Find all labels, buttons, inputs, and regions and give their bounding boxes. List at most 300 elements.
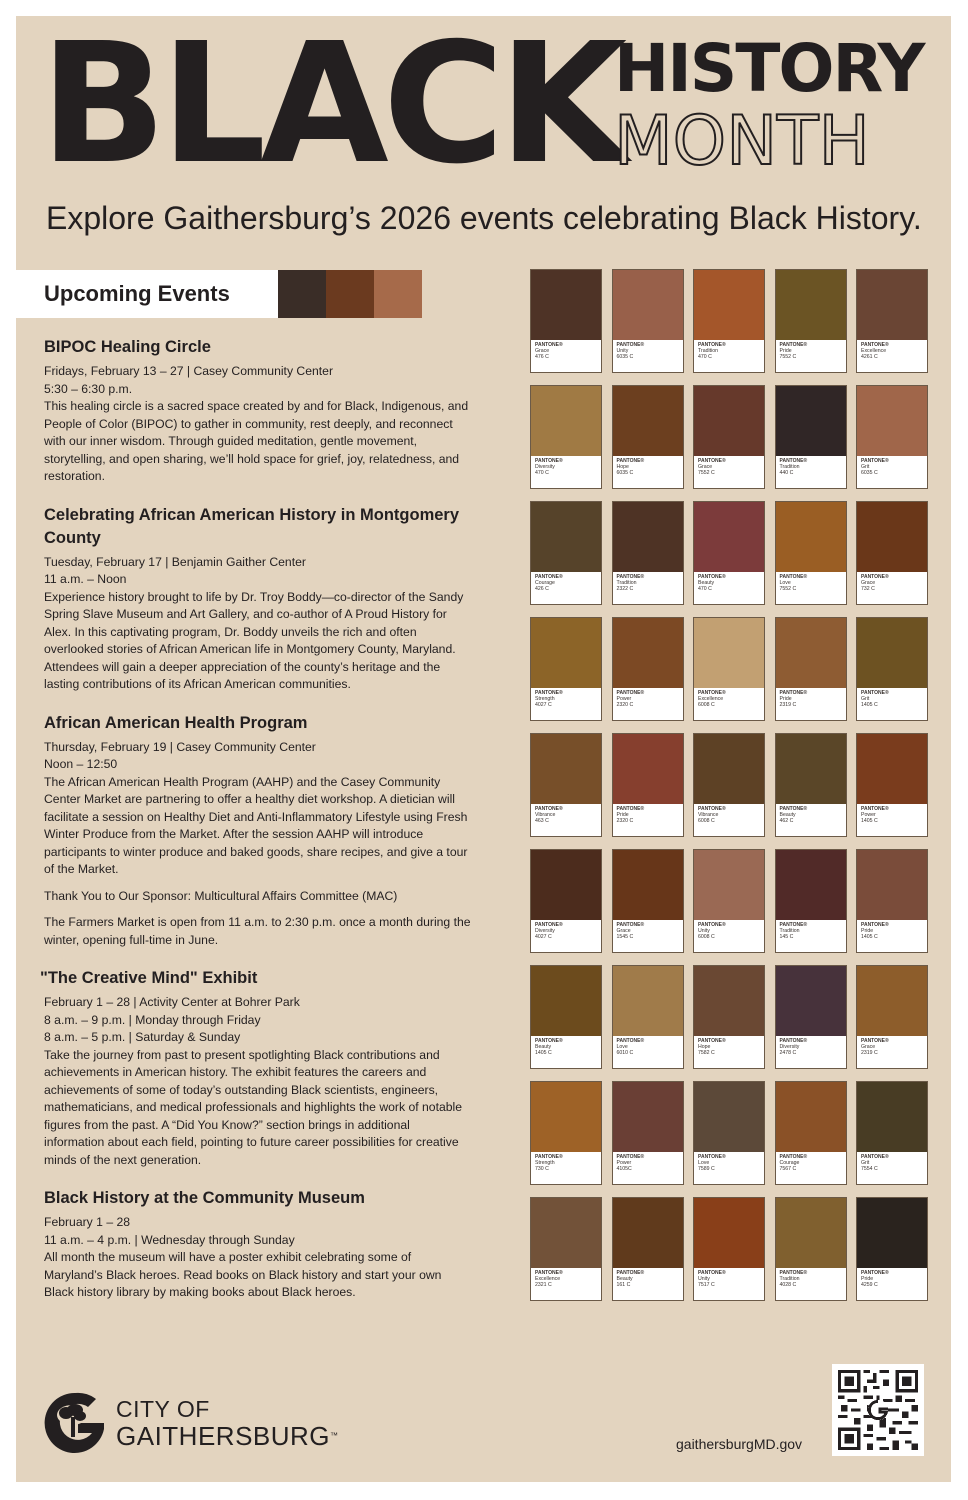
pantone-chip-label: [698, 922, 726, 941]
pantone-chip: [612, 269, 684, 373]
pantone-brand: PANTONE®: [616, 690, 645, 696]
pantone-chip-code: 2478 C: [779, 1050, 797, 1057]
pantone-chip-color: [694, 618, 764, 688]
pantone-chip-name: Diversity: [779, 1044, 800, 1051]
pantone-chip-code: 470 C: [698, 586, 712, 593]
pantone-chip-code: 2320 C: [616, 702, 634, 709]
events-list: [40, 336, 472, 1320]
pantone-chip-color: [776, 1082, 846, 1152]
pantone-chip-name: Courage: [779, 1160, 800, 1167]
pantone-chip-code: 2322 C: [616, 586, 634, 593]
pantone-chip-name: Diversity: [535, 928, 555, 935]
pantone-chip-color: [694, 1198, 764, 1268]
pantone-chip-label: [617, 458, 645, 477]
pantone-chip-label: [861, 922, 889, 941]
pantone-chip-name: Power: [616, 1160, 632, 1167]
pantone-chip-name: Hope: [698, 1044, 711, 1051]
pantone-chip-name: Love: [779, 580, 791, 587]
pantone-chip-name: Pride: [779, 696, 792, 703]
pantone-chip-name: Vibrance: [535, 812, 556, 819]
pantone-brand: PANTONE®: [779, 1270, 808, 1276]
pantone-chip: [612, 617, 684, 721]
pantone-chip-label: [780, 806, 808, 825]
pantone-brand: PANTONE®: [861, 574, 889, 580]
pantone-brand: PANTONE®: [616, 806, 645, 812]
pantone-chip-code: 6035 C: [616, 470, 634, 477]
pantone-chip-code: 470 C: [535, 470, 549, 477]
pantone-chip-label: [535, 458, 563, 477]
pantone-brand: PANTONE®: [698, 690, 726, 696]
pantone-chip-code: 7552 C: [779, 586, 797, 593]
pantone-chip-name: Pride: [616, 812, 629, 819]
website-link[interactable]: gaithersburgMD.gov: [676, 1436, 803, 1452]
event-date-time: Fridays, February 13 – 27 | Casey Community Center: [44, 364, 334, 378]
pantone-chip-label: [698, 1270, 726, 1289]
pantone-chip: [775, 617, 847, 721]
pantone-chip-name: Strength: [535, 696, 555, 703]
pantone-brand: PANTONE®: [616, 922, 645, 928]
pantone-chip-color: [531, 386, 601, 456]
pantone-brand: PANTONE®: [779, 922, 808, 928]
pantone-chip-label: [617, 806, 645, 825]
pantone-chip: [612, 1197, 684, 1301]
pantone-chip-label: [861, 342, 889, 361]
pantone-chip-code: 732 C: [861, 586, 875, 593]
pantone-chip-color: [613, 618, 683, 688]
pantone-chip-label: [535, 1038, 563, 1057]
pantone-brand: PANTONE®: [861, 690, 889, 696]
pantone-chip: [693, 385, 765, 489]
pantone-chip: [856, 269, 928, 373]
pantone-chip-color: [613, 1082, 683, 1152]
pantone-chip-name: Excellence: [698, 696, 724, 703]
city-logo: [44, 1388, 384, 1458]
logo-gaithersburg-text: GAITHERSBURG: [116, 1421, 331, 1451]
color-strip-swatch: [374, 270, 422, 318]
pantone-chip: [856, 849, 928, 953]
pantone-chip-name: Unity: [616, 348, 629, 355]
pantone-chip-label: [617, 574, 645, 593]
pantone-chip: [856, 733, 928, 837]
pantone-chip-color: [694, 734, 764, 804]
pantone-chip: [530, 1197, 602, 1301]
event-date-time: February 1 – 28: [44, 1215, 131, 1229]
pantone-chip-color: [531, 1198, 601, 1268]
poster: [16, 8, 951, 1482]
pantone-chip: [856, 965, 928, 1069]
pantone-chip: [693, 965, 765, 1069]
pantone-chip: [856, 385, 928, 489]
pantone-brand: PANTONE®: [535, 1270, 563, 1276]
pantone-chip: [693, 1197, 765, 1301]
pantone-chip: [856, 1081, 928, 1185]
pantone-chip-code: 4105C: [616, 1166, 632, 1173]
pantone-chip-code: 7552 C: [698, 470, 715, 477]
pantone-brand: PANTONE®: [535, 806, 563, 812]
pantone-chip: [693, 501, 765, 605]
pantone-chip-code: 4027 C: [535, 702, 552, 709]
pantone-brand: PANTONE®: [779, 690, 808, 696]
pantone-chip-color: [694, 502, 764, 572]
pantone-chip-name: Grit: [861, 1160, 870, 1167]
pantone-chip-name: Pride: [861, 1276, 874, 1283]
pantone-chip-code: 4261 C: [861, 354, 878, 361]
event-title: "The Creative Mind" Exhibit: [40, 969, 258, 987]
pantone-chip-code: 2320 C: [616, 818, 634, 825]
pantone-chip-name: Grace: [861, 580, 876, 587]
pantone-chip-label: [780, 1270, 808, 1289]
pantone-chip-color: [531, 1082, 601, 1152]
event-date-time: 5:30 – 6:30 p.m.: [44, 381, 133, 396]
event-date-time: 8 a.m. – 9 p.m. | Monday through Friday: [44, 1012, 261, 1027]
pantone-chip: [530, 965, 602, 1069]
pantone-brand: PANTONE®: [535, 1038, 563, 1044]
pantone-chip-code: 2321 C: [535, 1282, 552, 1289]
pantone-chip: [612, 501, 684, 605]
pantone-chip-name: Grace: [698, 464, 713, 471]
pantone-chip-color: [776, 734, 846, 804]
pantone-chip-color: [694, 850, 764, 920]
event-description: This healing circle is a sacred space created by and for Black, Indigenous, and People of Color (BIPOC) to gather in community, rest deeply, and reconnect with our inner wisdom. Through guided meditation, gentle movement, storytelling, and open sharing, we’ll hold space for grief, joy, relatedness, and restoration.: [44, 399, 469, 483]
pantone-brand: PANTONE®: [779, 458, 808, 464]
pantone-chip-name: Hope: [616, 464, 629, 471]
pantone-brand: PANTONE®: [861, 806, 889, 812]
pantone-chip-color: [694, 270, 764, 340]
event-title: BIPOC Healing Circle: [44, 338, 211, 356]
pantone-chip-label: [698, 690, 726, 709]
pantone-chip-code: 1405 C: [861, 934, 878, 941]
pantone-brand: PANTONE®: [861, 1038, 889, 1044]
pantone-chip-color: [531, 966, 601, 1036]
pantone-chip: [856, 1197, 928, 1301]
pantone-chip: [775, 733, 847, 837]
pantone-brand: PANTONE®: [535, 1154, 563, 1160]
pantone-chip-label: [780, 1038, 808, 1057]
pantone-chip-name: Unity: [698, 928, 710, 935]
pantone-chip-label: [535, 1154, 563, 1173]
event-description: Experience history brought to life by Dr. Troy Boddy—co-director of the Sandy Spring Slave Museum and Art Gallery, and co-author of A Proud History for Alex. In this captivating program, Dr. Boddy unveils the rich and often overlooked stories of African American life in Montgomery County, Maryland. Attendees will gain a deeper appreciation of the county’s heritage and the lasting contributions of its African American communities.: [44, 589, 464, 691]
subtitle: Explore Gaithersburg’s 2026 events celebrating Black History.: [46, 200, 922, 236]
pantone-chip-name: Grit: [861, 696, 870, 703]
pantone-chip-name: Beauty: [698, 580, 715, 587]
pantone-chip-code: 161 C: [616, 1282, 631, 1289]
pantone-chip: [530, 501, 602, 605]
pantone-chip: [693, 733, 765, 837]
pantone-chip-label: [535, 1270, 563, 1289]
event-date-time: 8 a.m. – 5 p.m. | Saturday & Sunday: [44, 1030, 241, 1044]
pantone-chip: [530, 849, 602, 953]
pantone-brand: PANTONE®: [616, 1154, 645, 1160]
title-month: MONTH: [614, 102, 870, 181]
pantone-chip-color: [613, 502, 683, 572]
pantone-chip-name: Courage: [535, 580, 555, 587]
event-item: [44, 712, 472, 950]
pantone-brand: PANTONE®: [698, 922, 726, 928]
pantone-chip-code: 470 C: [698, 354, 712, 361]
pantone-chip-label: [535, 806, 563, 825]
tree-g-logo-icon: [44, 1389, 106, 1457]
event-date-time: 11 a.m. – 4 p.m. | Wednesday through Sunday: [44, 1232, 295, 1247]
pantone-chip: [775, 1197, 847, 1301]
pantone-chip-label: [780, 458, 808, 477]
pantone-chip-color: [694, 386, 764, 456]
pantone-chip-color: [857, 1082, 927, 1152]
pantone-chip: [775, 1081, 847, 1185]
pantone-brand: PANTONE®: [535, 690, 563, 696]
pantone-chip: [530, 385, 602, 489]
upcoming-events-bar: [16, 270, 424, 318]
pantone-chip-label: [861, 1154, 889, 1173]
pantone-chip: [856, 617, 928, 721]
pantone-brand: PANTONE®: [779, 1038, 808, 1044]
pantone-chip-label: [861, 458, 889, 477]
pantone-chip-name: Grace: [535, 348, 550, 355]
pantone-chip: [530, 617, 602, 721]
pantone-chip-color: [776, 966, 846, 1036]
logo-gaithersburg: [116, 1422, 339, 1450]
pantone-chip-code: 476 C: [535, 354, 549, 361]
pantone-chip-color: [613, 386, 683, 456]
pantone-chip-color: [531, 734, 601, 804]
pantone-chip: [530, 269, 602, 373]
event-title: Celebrating African American History in Montgomery County: [44, 505, 460, 547]
pantone-chip-color: [857, 270, 927, 340]
pantone-chip-label: [698, 806, 726, 825]
pantone-chip-name: Grit: [861, 464, 870, 471]
pantone-chip-label: [861, 1270, 889, 1289]
pantone-chip: [775, 385, 847, 489]
pantone-chip: [693, 617, 765, 721]
pantone-chip-label: [780, 1154, 808, 1173]
event-date-time: 11 a.m. – Noon: [44, 572, 127, 586]
pantone-chip: [612, 849, 684, 953]
pantone-chip: [612, 385, 684, 489]
pantone-chip-color: [776, 270, 846, 340]
event-item: [40, 967, 472, 1169]
pantone-chip-name: Tradition: [698, 348, 718, 355]
pantone-chip-code: 6035 C: [861, 470, 878, 477]
pantone-chip-color: [613, 1198, 683, 1268]
pantone-chip-label: [535, 574, 563, 593]
pantone-chip: [530, 1081, 602, 1185]
pantone-brand: PANTONE®: [861, 922, 889, 928]
pantone-brand: PANTONE®: [698, 1038, 726, 1044]
upcoming-events-label: Upcoming Events: [16, 270, 278, 318]
color-strip-swatch: [278, 270, 326, 318]
pantone-chip-label: [698, 1154, 726, 1173]
pantone-chip-code: 4259 C: [861, 1282, 878, 1289]
pantone-chip-name: Love: [698, 1160, 710, 1167]
pantone-chip: [693, 269, 765, 373]
title-black: BLACK: [40, 8, 622, 201]
event-item: [44, 336, 472, 486]
pantone-brand: PANTONE®: [861, 1154, 889, 1160]
pantone-chip: [693, 849, 765, 953]
pantone-brand: PANTONE®: [861, 342, 889, 348]
pantone-chip-label: [617, 690, 645, 709]
event-description: Take the journey from past to present spotlighting Black contributions and achievements in American history. The exhibit features the careers and achievements of some of today’s outstanding Black scientists, engineers, mathematicians, and medical professionals and highlights the work of notable figures from the past. A “Did You Know?” section brings in additional information about each field, pointing to future career possibilities for creative minds of the next generation.: [44, 1047, 462, 1167]
pantone-brand: PANTONE®: [779, 1154, 808, 1160]
pantone-chip-code: 7517 C: [698, 1282, 715, 1289]
pantone-chip-name: Tradition: [779, 1276, 800, 1283]
pantone-chip-label: [780, 342, 808, 361]
title-history: HISTORY: [614, 30, 924, 107]
pantone-chip-color: [776, 502, 846, 572]
pantone-chip-label: [861, 574, 889, 593]
event-note: The Farmers Market is open from 11 a.m. to 2:30 p.m. once a month during the winter, opening full-time in June.: [44, 915, 471, 947]
pantone-chip-label: [698, 1038, 726, 1057]
pantone-chip-code: 7552 C: [779, 354, 797, 361]
pantone-brand: PANTONE®: [698, 458, 726, 464]
pantone-chip-color: [857, 966, 927, 1036]
pantone-chip-color: [776, 1198, 846, 1268]
pantone-chip-color: [857, 502, 927, 572]
pantone-chip-code: 2319 C: [861, 1050, 878, 1057]
pantone-chip-code: 7567 C: [779, 1166, 797, 1173]
pantone-chip-name: Power: [616, 696, 632, 703]
pantone-brand: PANTONE®: [616, 342, 645, 348]
qr-code-icon: [838, 1370, 918, 1450]
pantone-chip-code: 7589 C: [698, 1166, 715, 1173]
pantone-chip-name: Grace: [861, 1044, 876, 1051]
pantone-brand: PANTONE®: [698, 342, 726, 348]
pantone-chip-code: 1405 C: [861, 702, 878, 709]
pantone-chip-code: 4028 C: [779, 1282, 797, 1289]
event-note: Thank You to Our Sponsor: Multicultural Affairs Committee (MAC): [44, 888, 398, 903]
pantone-chip-label: [780, 574, 808, 593]
pantone-brand: PANTONE®: [616, 574, 645, 580]
pantone-chip-code: 1405 C: [861, 818, 878, 825]
pantone-chip-color: [857, 386, 927, 456]
pantone-chip-code: 463 C: [535, 818, 549, 825]
pantone-brand: PANTONE®: [698, 574, 726, 580]
pantone-brand: PANTONE®: [616, 1270, 645, 1276]
pantone-chip-color: [613, 850, 683, 920]
pantone-chip-code: 6008 C: [698, 702, 715, 709]
pantone-chip-code: 4027 C: [535, 934, 552, 941]
logo-text: [116, 1396, 339, 1450]
pantone-brand: PANTONE®: [698, 1154, 726, 1160]
pantone-chip-name: Love: [616, 1044, 628, 1051]
pantone-chip-name: Tradition: [779, 928, 800, 935]
pantone-chip-name: Power: [861, 812, 876, 819]
logo-trademark: ™: [330, 1431, 339, 1440]
pantone-chip-name: Vibrance: [698, 812, 719, 819]
pantone-chip-color: [857, 850, 927, 920]
pantone-chip-code: 1545 C: [616, 934, 634, 941]
pantone-chip-color: [776, 386, 846, 456]
pantone-chip-name: Unity: [698, 1276, 710, 1283]
event-date-time: February 1 – 28 | Activity Center at Bohrer Park: [44, 995, 300, 1009]
pantone-chip-label: [617, 1270, 645, 1289]
pantone-chip-name: Pride: [779, 348, 792, 355]
pantone-chip-label: [780, 690, 808, 709]
pantone-chip-label: [535, 922, 563, 941]
pantone-chip-name: Strength: [535, 1160, 555, 1167]
event-item: [44, 504, 472, 694]
pantone-chip-label: [698, 458, 726, 477]
event-date-time: Tuesday, February 17 | Benjamin Gaither Center: [44, 554, 306, 569]
pantone-chip-code: 462 C: [779, 818, 794, 825]
qr-code[interactable]: [832, 1364, 924, 1456]
pantone-chip-code: 7582 C: [698, 1050, 715, 1057]
pantone-chip-name: Pride: [861, 928, 874, 935]
pantone-chip-name: Beauty: [535, 1044, 552, 1051]
pantone-brand: PANTONE®: [779, 574, 808, 580]
pantone-chip: [530, 733, 602, 837]
pantone-chip-code: 7554 C: [861, 1166, 878, 1173]
pantone-chip: [612, 965, 684, 1069]
pantone-brand: PANTONE®: [535, 574, 563, 580]
pantone-chip-label: [617, 1038, 645, 1057]
pantone-brand: PANTONE®: [535, 922, 563, 928]
pantone-chip-label: [617, 342, 645, 361]
pantone-chip-color: [613, 966, 683, 1036]
pantone-chip: [612, 733, 684, 837]
pantone-chip: [775, 849, 847, 953]
event-title: Black History at the Community Museum: [44, 1189, 365, 1207]
event-description: The African American Health Program (AAHP) and the Casey Community Center Market are partnering to offer a healthy diet workshop. A dietician will facilitate a session on Healthy Diet and Anti-Inflammatory Lifestyle using Fresh Winter Produce from the Market. After the session AAHP will introduce participants to winter produce and baked goods, share recipes, and give a tour of the Market.: [44, 774, 468, 876]
pantone-chip-code: 6010 C: [616, 1050, 634, 1057]
pantone-chip-color: [776, 618, 846, 688]
pantone-chip-name: Tradition: [779, 464, 800, 471]
pantone-chip-code: 6008 C: [698, 934, 715, 941]
pantone-chip-code: 6035 C: [616, 354, 634, 361]
pantone-brand: PANTONE®: [698, 806, 726, 812]
pantone-chip-code: 440 C: [779, 470, 794, 477]
pantone-chip-label: [698, 574, 726, 593]
pantone-chip-name: Beauty: [779, 812, 796, 819]
pantone-chip-color: [694, 966, 764, 1036]
pantone-brand: PANTONE®: [779, 342, 808, 348]
pantone-chip-label: [617, 922, 645, 941]
pantone-brand: PANTONE®: [535, 342, 563, 348]
pantone-chip-label: [861, 1038, 889, 1057]
pantone-chip-code: 2319 C: [779, 702, 797, 709]
pantone-brand: PANTONE®: [861, 458, 889, 464]
logo-city-of: CITY OF: [116, 1396, 210, 1422]
pantone-chip-color: [857, 734, 927, 804]
pantone-brand: PANTONE®: [535, 458, 563, 464]
pantone-chip: [775, 965, 847, 1069]
pantone-chip: [775, 501, 847, 605]
pantone-brand: PANTONE®: [616, 1038, 645, 1044]
pantone-chip-code: 730 C: [535, 1166, 549, 1173]
pantone-chip: [775, 269, 847, 373]
event-date-time: Thursday, February 19 | Casey Community Center: [44, 739, 316, 754]
pantone-chip-color: [857, 1198, 927, 1268]
pantone-chip-label: [617, 1154, 645, 1173]
pantone-chip-name: Tradition: [616, 580, 637, 587]
pantone-chip-color: [694, 1082, 764, 1152]
pantone-chip: [612, 1081, 684, 1185]
color-strip-swatch: [326, 270, 374, 318]
pantone-brand: PANTONE®: [698, 1270, 726, 1276]
pantone-chip: [856, 501, 928, 605]
pantone-chip-label: [861, 806, 889, 825]
pantone-brand: PANTONE®: [779, 806, 808, 812]
pantone-chip-name: Diversity: [535, 464, 555, 471]
pantone-chip-color: [531, 502, 601, 572]
pantone-chip-code: 1405 C: [535, 1050, 552, 1057]
pantone-chip-color: [613, 734, 683, 804]
pantone-chip-label: [861, 690, 889, 709]
pantone-brand: PANTONE®: [861, 1270, 889, 1276]
pantone-chip: [693, 1081, 765, 1185]
pantone-chip-code: 6008 C: [698, 818, 715, 825]
pantone-chip-color: [857, 618, 927, 688]
pantone-chip-name: Excellence: [535, 1276, 561, 1283]
